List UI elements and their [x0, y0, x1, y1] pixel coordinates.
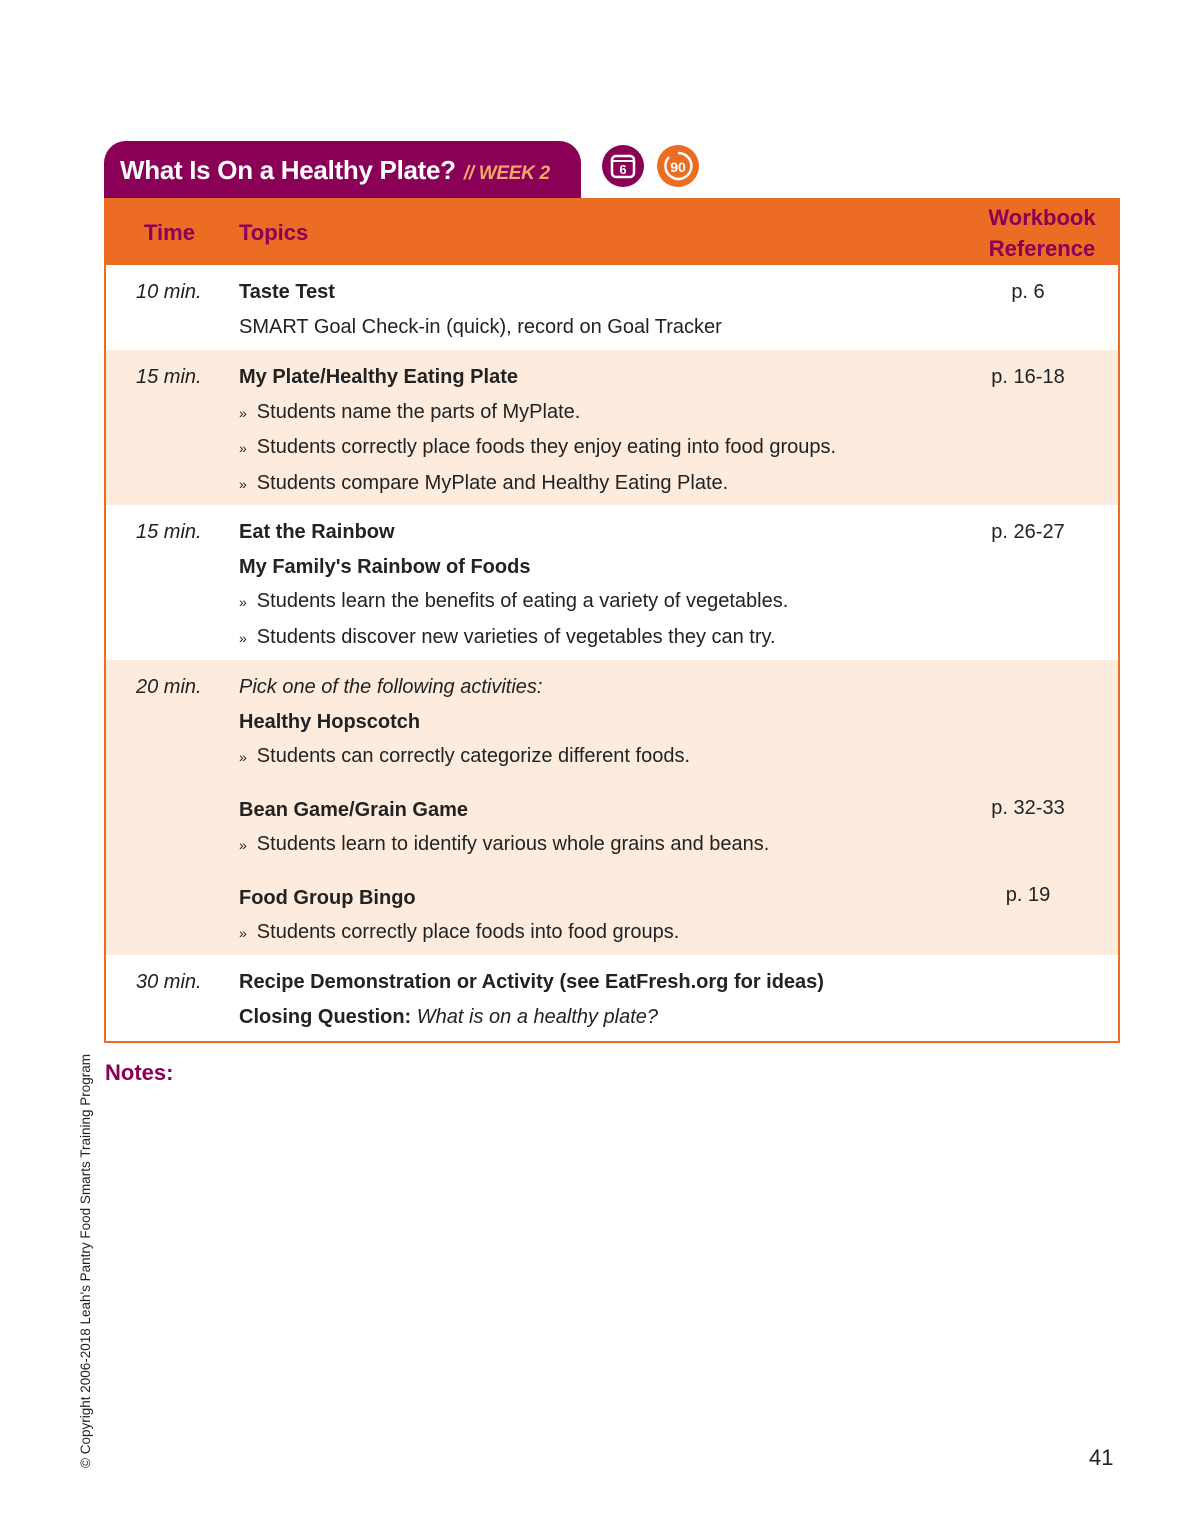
topic-bullet-text: Students correctly place foods they enjoy eating into food groups. [256, 436, 837, 458]
bullet: » [239, 749, 247, 765]
topic-title: Food Group Bingo [239, 886, 416, 909]
topic-instruction: Pick one of the following activities: [239, 676, 543, 698]
topic-title: Healthy Hopscotch [239, 710, 421, 733]
page-number: 41 [1089, 1445, 1114, 1470]
bullet: » [239, 837, 247, 853]
header-time: Time [144, 220, 195, 245]
row-ref: p. 26-27 [991, 521, 1065, 543]
header-ref-line2: Reference [988, 236, 1096, 261]
timer-number: 90 [670, 159, 686, 175]
row-ref-bingo: p. 19 [1005, 884, 1051, 906]
table-row [106, 505, 1118, 660]
row-time: 10 min. [136, 281, 202, 303]
notes-label: Notes: [105, 1060, 174, 1085]
schedule-table [104, 198, 1120, 1043]
topic-text: SMART Goal Check-in (quick), record on Goal Tracker [239, 315, 722, 338]
bullet: » [239, 925, 247, 941]
closing-question-label: Closing Question: [239, 1005, 412, 1028]
header-ref-line1: Workbook [988, 205, 1096, 230]
header-topics: Topics [239, 220, 309, 245]
topic-title: Bean Game/Grain Game [239, 798, 468, 821]
row-time: 15 min. [136, 521, 202, 543]
table-row [106, 955, 1118, 1041]
page-title: What Is On a Healthy Plate? [120, 155, 456, 185]
topic-bullet-text: Students correctly place foods into food groups. [256, 921, 680, 943]
calendar-number: 6 [619, 162, 627, 177]
topic-bullet-text: Students name the parts of MyPlate. [256, 400, 581, 423]
bullet: » [239, 404, 247, 421]
bullet: » [239, 440, 247, 456]
topic-bullet-text: Students compare MyPlate and Healthy Eating Plate. [256, 471, 729, 494]
topic-title: My Plate/Healthy Eating Plate [239, 366, 518, 388]
row-time: 20 min. [136, 676, 202, 698]
timer-icon [657, 145, 699, 187]
topic-title: Eat the Rainbow [239, 521, 395, 543]
table-header [106, 198, 1118, 265]
row-time: 30 min. [136, 971, 202, 993]
calendar-icon [602, 145, 644, 187]
topic-bullet-text: Students can correctly categorize different foods. [256, 745, 690, 767]
row-ref-bean: p. 32-33 [991, 797, 1065, 819]
copyright: © Copyright 2006-2018 Leah's Pantry Food Smarts Training Program [78, 1054, 93, 1468]
topic-bullet-text: Students learn to identify various whole grains and beans. [256, 833, 770, 855]
bullet: » [239, 475, 247, 492]
topic-title: Taste Test [239, 281, 335, 303]
week-label: // WEEK 2 [463, 163, 550, 184]
bullet: » [239, 594, 247, 610]
topic-title: Recipe Demonstration or Activity (see EatFresh.org for ideas) [239, 971, 824, 993]
topic-bullet-text: Students learn the benefits of eating a variety of vegetables. [256, 590, 789, 612]
bullet: » [239, 629, 247, 646]
row-time: 15 min. [136, 366, 202, 388]
table-row [106, 660, 1118, 955]
topic-bullet-text: Students discover new varieties of vegetables they can try. [256, 625, 776, 648]
table-row [106, 350, 1118, 505]
table-row [106, 265, 1118, 350]
row-ref: p. 16-18 [991, 366, 1065, 388]
row-ref: p. 6 [1011, 281, 1045, 303]
title-tab [104, 141, 581, 198]
closing-question: What is on a healthy plate? [416, 1005, 659, 1028]
topic-subtitle: My Family's Rainbow of Foods [239, 555, 531, 578]
